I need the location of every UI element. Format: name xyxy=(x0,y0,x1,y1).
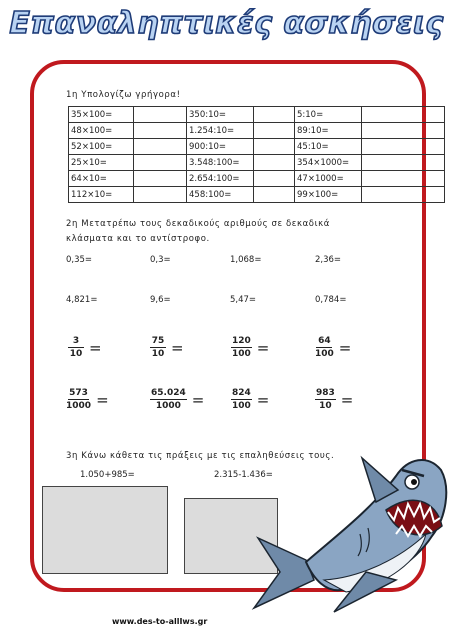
answer-cell[interactable] xyxy=(254,171,295,187)
operation-cell: 5:10= xyxy=(295,107,362,123)
decimal-item: 0,35= xyxy=(66,255,93,265)
answer-cell[interactable] xyxy=(254,187,295,203)
operation-cell: 350:10= xyxy=(187,107,254,123)
exercise-1-table xyxy=(68,106,445,203)
operation-cell: 458:100= xyxy=(187,187,254,203)
decimal-item: 2,36= xyxy=(315,255,342,265)
decimal-item: 1,068= xyxy=(230,255,262,265)
operation-cell: 64×10= xyxy=(69,171,134,187)
operation-cell: 89:10= xyxy=(295,123,362,139)
fraction-item xyxy=(66,388,109,411)
fraction-numerator: 983 xyxy=(316,388,335,398)
fraction-denominator: 100 xyxy=(232,349,251,359)
operation-cell: 35×100= xyxy=(69,107,134,123)
exercise-3-heading: 3η Κάνω κάθετα τις πράξεις με τις επαληθεύσεις τους. xyxy=(66,451,335,461)
equals-sign: = xyxy=(171,338,184,357)
fraction-numerator: 3 xyxy=(68,336,84,348)
exercise-1-row xyxy=(69,155,445,171)
fraction-item xyxy=(315,336,351,359)
exercise-1-row xyxy=(69,171,445,187)
operation-cell: 47×1000= xyxy=(295,171,362,187)
answer-cell[interactable] xyxy=(362,139,445,155)
operation-cell: 48×100= xyxy=(69,123,134,139)
fraction-denominator: 1000 xyxy=(66,401,92,411)
fraction-denominator: 10 xyxy=(69,349,83,359)
operation-cell: 52×100= xyxy=(69,139,134,155)
equals-sign: = xyxy=(340,390,354,409)
fraction-denominator: 100 xyxy=(232,401,251,411)
decimal-item: 0,3= xyxy=(150,255,171,265)
decimal-item: 9,6= xyxy=(150,295,171,305)
operation-cell: 1.254:10= xyxy=(187,123,254,139)
fraction-denominator: 10 xyxy=(319,401,332,411)
answer-cell[interactable] xyxy=(134,155,187,171)
answer-cell[interactable] xyxy=(362,171,445,187)
fraction-denominator: 10 xyxy=(151,349,165,359)
fraction-item xyxy=(231,388,269,411)
answer-cell[interactable] xyxy=(362,187,445,203)
operation-cell: 25×10= xyxy=(69,155,134,171)
answer-cell[interactable] xyxy=(362,107,445,123)
operation-cell: 3.548:100= xyxy=(187,155,254,171)
fraction-item xyxy=(150,388,204,411)
exercise-2-heading-line2: κλάσματα και το αντίστροφο. xyxy=(66,234,210,244)
fraction-numerator: 573 xyxy=(69,388,88,398)
work-box-addition[interactable] xyxy=(42,486,168,574)
addition-expression: 1.050+985= xyxy=(80,470,135,480)
exercise-1-heading: 1η Υπολογίζω γρήγορα! xyxy=(66,90,181,100)
fraction-item xyxy=(231,336,269,359)
answer-cell[interactable] xyxy=(362,155,445,171)
exercise-1-row xyxy=(69,187,445,203)
decimal-item: 0,784= xyxy=(315,295,347,305)
decimal-item: 4,821= xyxy=(66,295,98,305)
fraction-numerator: 120 xyxy=(232,336,251,346)
operation-cell: 45:10= xyxy=(295,139,362,155)
equals-sign: = xyxy=(256,338,270,357)
subtraction-expression: 2.315-1.436= xyxy=(214,470,273,480)
operation-cell: 900:10= xyxy=(187,139,254,155)
fraction-numerator: 64 xyxy=(318,336,331,346)
exercise-1-row xyxy=(69,107,445,123)
equals-sign: = xyxy=(191,390,205,409)
answer-cell[interactable] xyxy=(254,107,295,123)
equals-sign: = xyxy=(89,338,102,357)
answer-cell[interactable] xyxy=(254,139,295,155)
operation-cell: 2.654:100= xyxy=(187,171,254,187)
answer-cell[interactable] xyxy=(134,139,187,155)
fraction-item xyxy=(68,336,102,359)
answer-cell[interactable] xyxy=(254,155,295,171)
answer-cell[interactable] xyxy=(254,123,295,139)
exercise-1-row xyxy=(69,123,445,139)
operation-cell: 354×1000= xyxy=(295,155,362,171)
answer-cell[interactable] xyxy=(134,123,187,139)
fraction-numerator: 824 xyxy=(232,388,251,398)
page-title: Επαναληπτικές ασκήσεις xyxy=(9,6,444,41)
exercise-1-row xyxy=(69,139,445,155)
fraction-denominator: 100 xyxy=(315,349,334,359)
equals-sign: = xyxy=(338,338,352,357)
exercise-2-heading-line1: 2η Μετατρέπω τους δεκαδικούς αριθμούς σε δεκαδικά xyxy=(66,219,330,229)
operation-cell: 99×100= xyxy=(295,187,362,203)
equals-sign: = xyxy=(96,390,109,409)
shark-illustration-icon xyxy=(236,440,451,615)
fraction-item xyxy=(150,336,184,359)
answer-cell[interactable] xyxy=(134,107,187,123)
decimal-item: 5,47= xyxy=(230,295,257,305)
footer-url: www.des-to-allIws.gr xyxy=(112,617,208,626)
fraction-item xyxy=(315,388,353,411)
fraction-numerator: 75 xyxy=(151,336,165,346)
answer-cell[interactable] xyxy=(362,123,445,139)
fraction-numerator: 65.024 xyxy=(151,388,186,398)
fraction-denominator: 1000 xyxy=(155,401,181,411)
answer-cell[interactable] xyxy=(134,187,187,203)
equals-sign: = xyxy=(256,390,270,409)
answer-cell[interactable] xyxy=(134,171,187,187)
operation-cell: 112×10= xyxy=(69,187,134,203)
